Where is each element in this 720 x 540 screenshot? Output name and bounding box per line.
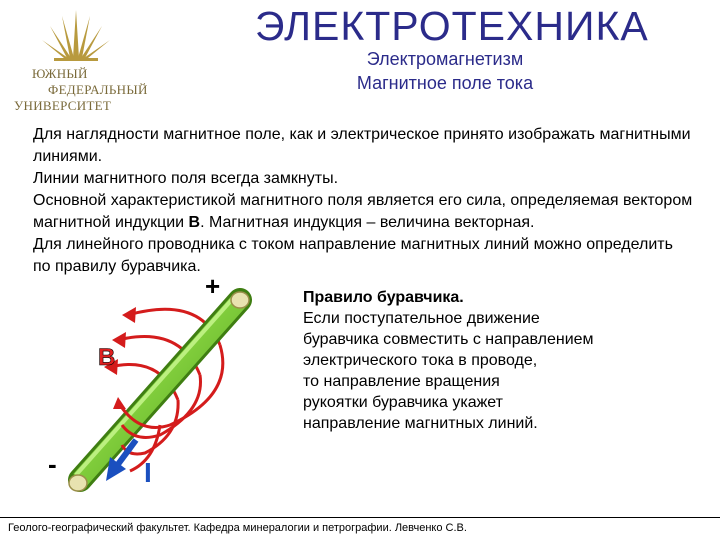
section-subtitle: Электромагнетизм <box>366 49 524 69</box>
logo-line-2: ФЕДЕРАЛЬНЫЙ <box>48 82 148 97</box>
b-field-label: B <box>98 344 116 371</box>
rule-line: буравчика совместить с направлением <box>303 331 594 348</box>
minus-terminal-label: - <box>48 449 57 479</box>
conductor-field-diagram <box>40 275 280 505</box>
wire-end-bottom <box>69 475 87 491</box>
vector-b-symbol: B <box>188 214 201 231</box>
paragraph-4: Для линейного проводника с током направление магнитных линий можно определить по правилу буравчика. <box>33 236 673 275</box>
rule-line: рукоятки буравчика укажет <box>303 394 503 411</box>
gimlet-rule <box>303 287 603 434</box>
page-title: ЭЛЕКТРОТЕХНИКА <box>255 3 649 49</box>
rule-line: электрического тока в проводе, <box>303 352 538 369</box>
footer-text: Геолого-географический факультет. Кафедра минералогии и петрографии. Левченко С.В. <box>8 522 467 534</box>
topic-subtitle: Магнитное поле тока <box>356 73 534 93</box>
paragraph-2: Линии магнитного поля всегда замкнуты. <box>33 170 339 187</box>
current-label: I <box>144 457 152 488</box>
paragraph-3-start: Основной характеристикой магнитного поля является его сила, определяемая вектором магнитной индукции <box>33 192 693 231</box>
rule-title: Правило буравчика. <box>303 289 464 306</box>
rule-line: направление магнитных линий. <box>303 415 538 432</box>
university-logo <box>10 8 170 113</box>
paragraph-3 <box>33 190 693 234</box>
rule-line: то направление вращения <box>303 373 500 390</box>
paragraph-1: Для наглядности магнитное поле, как и электрическое принято изображать магнитными линиями. <box>33 126 691 165</box>
conductor-wire <box>69 292 249 491</box>
logo-line-1: ЮЖНЫЙ <box>32 66 88 81</box>
plus-terminal-label: + <box>205 275 221 301</box>
rule-line: Если поступательное движение <box>303 310 540 327</box>
wire-end-top <box>231 292 249 308</box>
logo-line-3: УНИВЕРСИТЕТ <box>14 98 112 113</box>
paragraph-3-end: . Магнитная индукция – величина векторная. <box>200 214 535 231</box>
body-text <box>33 124 693 278</box>
footer-divider <box>0 517 720 518</box>
sunburst-icon <box>40 8 112 64</box>
